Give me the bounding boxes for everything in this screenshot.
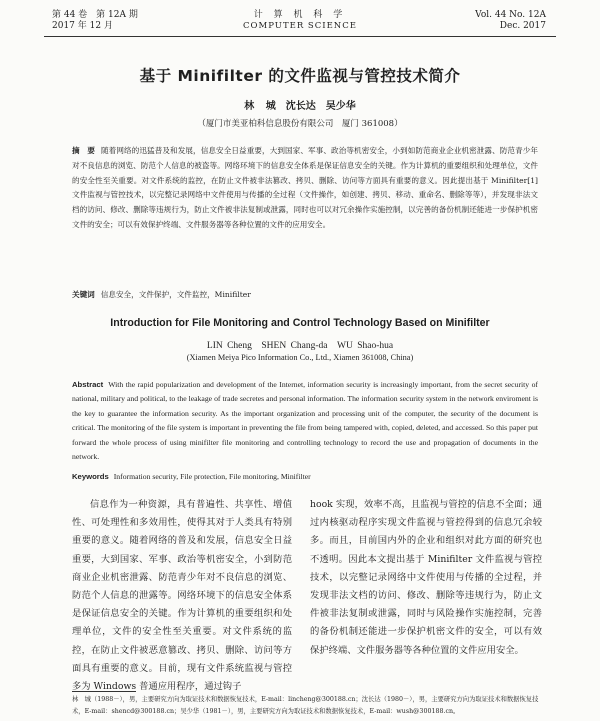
body-right-column: hook 实现，效率不高，且监视与管控的信息不全面；通过内核驱动程序实现文件监视与管控得到的信息冗余较多。而且，目前国内外的企业和组织对此方面的研究也不透明。因此本文提出基于 Minifilter 文件监视与管控技术，以完整记录网络中文件使用与传播的全过程，并发现非法文档的访问、修改、删除等违规行为，防止文件被非法复制或泄露，同时与风险操作实施控制，完善的备份机制还能进一步保护机密文件的安全，可以有效保护终端、文件服务器等各种位置的文件应用安全。 <box>310 499 542 656</box>
header-right <box>475 10 546 32</box>
keywords-en <box>72 471 538 483</box>
journal-name-en: COMPUTER SCIENCE <box>243 21 357 31</box>
journal-name-cn: 计 算 机 科 学 <box>253 10 347 20</box>
affiliation-cn: （厦门市美亚柏科信息股份有限公司 厦门 361008） <box>197 119 403 129</box>
paper-title-en: Introduction for File Monitoring and Control Technology Based on Minifilter <box>110 317 490 329</box>
abstract-en <box>72 378 538 464</box>
volume-issue-en: Vol. 44 No. 12A <box>475 10 546 20</box>
keywords-cn <box>72 289 538 301</box>
abstract-cn-text: 随着网络的迅猛普及和发展，信息安全日益重要，大到国家、军事、政治等机密安全，小到如防范商业企业机密泄露、防范青少年对不良信息的浏览、防范个人信息的被盗等。网络环境下的信息安全体系是保证信息安全的关键。作为计算机的重要组织和处理单位，文件的安全性至关重要。对文件系统的监控，在防止文件被非法篡改、拷贝、删除、访问等方面具有重要的意义。因此提出基于 Minifilter[1] 文件监视与管控技术，以完整记录网络中文件使用与传播的全过程（文件操作，如创建、拷贝、移动、重命名、删除等等），并发现非法文档的访问、修改、删除等违规行为，防止文件被非法复制或泄露，同时也可以对冗余操作实施控制，以完善的备份机制还能进一步保护机密文件的安全；可以有效保护终端、文件服务器等各种位置的文件的应用安全。 <box>72 146 539 229</box>
affiliation-en: (Xiamen Meiya Pico Information Co., Ltd., Xiamen 361008, China) <box>186 353 414 362</box>
footnote-rule <box>72 691 136 692</box>
header-rule <box>44 36 556 37</box>
abstract-en-label: Abstract <box>72 380 104 389</box>
abstract-en-text: With the rapid popularization and development of the Internet, information security is increasingly important, from the secret security of national, military and political, to the leakage of trade secretes and personal information. The information security system in the network enviroment is the key to guarantee the information security. As the important organization and processing unit of the computer, the security of the document is critical. The monitoring of the file system is important in preventing the file from being tampered with, copied, deleted, and accessed. So this paper put forward the whole process of using minifilter file monitoring and controlling technology to record the use and propagation of documents in the network. <box>72 380 538 462</box>
keywords-cn-label: 关键词 <box>72 290 95 299</box>
authors-cn: 林 城 沈长达 吴少华 <box>244 101 356 112</box>
abstract-cn-label: 摘 要 <box>72 146 96 155</box>
author-footnote: 林 城（1988－），男，主要研究方向为取证技术和数据恢复技术，E-mail：lincheng@300188.cn；沈长达（1980－），男，主要研究方向为取证技术和数据恢复技术，E-mail：shencd@300188.cn；吴少华（1981－），男，主要研究方向为取证技术和数据恢复技术，E-mail：wush@300188.cn。 <box>72 696 539 715</box>
keywords-en-label: Keywords <box>72 472 109 481</box>
keywords-en-text: Information security, File protection, File monitoring, Minifilter <box>113 472 311 481</box>
date-cn: 2017 年 12 月 <box>52 21 113 31</box>
authors-en: LIN Cheng SHEN Chang-da WU Shao-hua <box>206 341 394 351</box>
date-en: Dec. 2017 <box>499 21 546 31</box>
paper-title-cn: 基于 Minifilter 的文件监视与管控技术简介 <box>139 67 461 85</box>
body-left-column: 信息作为一种资源，具有普遍性、共享性、增值性、可处理性和多效用性，使得其对于人类具有特别重要的意义。随着网络的普及和发展，信息安全日益重要，大到国家、军事、政治等机密安全，小到防范商业企业机密泄露、防范青少年对不良信息的浏览、防范个人信息的泄露等。网络环境下的信息安全体系是保证信息安全的关键。作为计算机的重要组织和处理单位，文件的安全性至关重要。对文件系统的监控，在防止文件被恶意篡改、拷贝、删除、访问等方面具有重要的意义。目前，现有文件系统监视与管控多为 Windows 普通应用程序，通过钩子 <box>72 499 292 693</box>
abstract-cn <box>72 144 538 233</box>
keywords-cn-text: 信息安全，文件保护，文件监控，Minifilter <box>100 290 251 299</box>
volume-issue-cn: 第 44 卷 第 12A 期 <box>52 10 138 20</box>
journal-header <box>44 10 556 38</box>
